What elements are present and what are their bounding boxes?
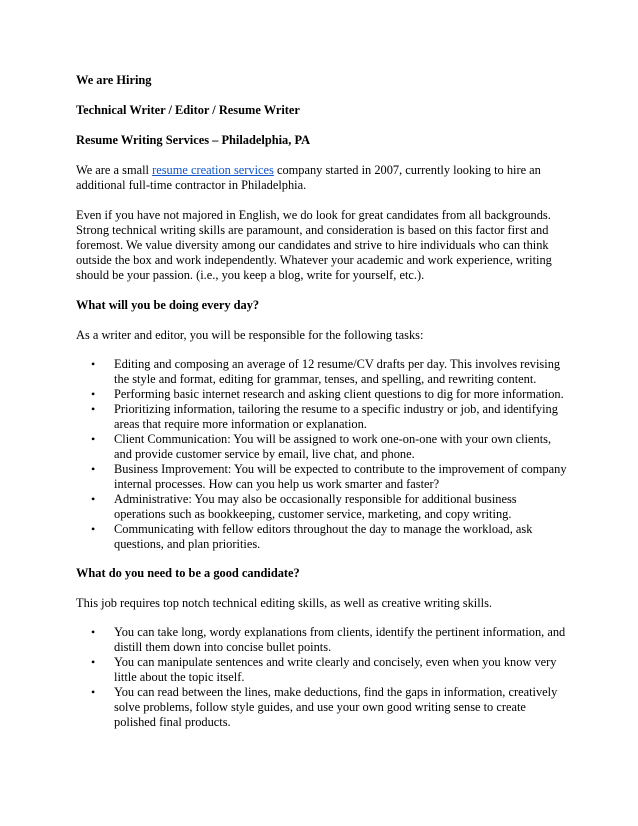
bullet-icon: • xyxy=(91,685,96,699)
list-item-text: Editing and composing an average of 12 resume/CV drafts per day. This involves revising the style and format, editing for grammar, tenses, and spelling, and rewriting content. xyxy=(114,357,561,386)
daily-tasks-heading: What will you be doing every day? xyxy=(76,298,260,312)
list-item-text: Client Communication: You will be assigned to work one-on-one with your own clients, and provide customer service by email, live chat, and phone. xyxy=(114,432,552,461)
candidate-heading: What do you need to be a good candidate? xyxy=(76,566,300,580)
bullet-icon: • xyxy=(91,522,96,536)
list-item xyxy=(76,625,568,655)
list-item xyxy=(76,357,568,387)
list-item-text: You can read between the lines, make deductions, find the gaps in information, creatively solve problems, follow style guides, and use your own good writing sense to create polished final products. xyxy=(114,685,558,729)
bullet-icon: • xyxy=(91,462,96,476)
bullet-icon: • xyxy=(91,492,96,506)
intro-text-after: company started in 2007, currently looking to hire an additional full-time contractor in Philadelphia. xyxy=(76,163,541,192)
list-item-text: You can manipulate sentences and write clearly and concisely, even when you know very little about the topic itself. xyxy=(114,655,557,684)
bullet-icon: • xyxy=(91,387,96,401)
document-page xyxy=(76,73,568,744)
bullet-icon: • xyxy=(91,625,96,639)
bullet-icon: • xyxy=(91,357,96,371)
responsibilities-list xyxy=(76,357,568,552)
list-item xyxy=(76,685,568,730)
list-item xyxy=(76,462,568,492)
list-item-text: You can take long, wordy explanations from clients, identify the pertinent information, and distill them down into concise bullet points. xyxy=(114,625,566,654)
list-item-text: Performing basic internet research and asking client questions to dig for more information. xyxy=(114,387,564,401)
hiring-heading: We are Hiring xyxy=(76,73,152,87)
list-item xyxy=(76,522,568,552)
list-item-text: Prioritizing information, tailoring the resume to a specific industry or job, and identifying areas that require more information or explanation. xyxy=(114,402,558,431)
list-item xyxy=(76,402,568,432)
requirements-intro: This job requires top notch technical editing skills, as well as creative writing skills. xyxy=(76,596,493,610)
position-heading: Technical Writer / Editor / Resume Writer xyxy=(76,103,300,117)
list-item xyxy=(76,492,568,522)
list-item xyxy=(76,655,568,685)
list-item xyxy=(76,432,568,462)
requirements-list xyxy=(76,625,568,730)
intro-paragraph xyxy=(76,163,568,193)
about-paragraph: Even if you have not majored in English, we do look for great candidates from all backgrounds. Strong technical writing skills are paramount, and consideration is based on this factor first and foremost. We value diversity among our candidates and strive to hire individuals who can think outside the box and work independently. Whatever your academic and work experience, writing should be your passion. (i.e., you keep a blog, write for yourself, etc.). xyxy=(76,208,552,282)
list-item-text: Business Improvement: You will be expected to contribute to the improvement of company internal processes. How can you help us work smarter and faster? xyxy=(114,462,567,491)
list-item-text: Communicating with fellow editors throughout the day to manage the workload, ask questions, and plan priorities. xyxy=(114,522,533,551)
bullet-icon: • xyxy=(91,402,96,416)
responsibilities-intro: As a writer and editor, you will be responsible for the following tasks: xyxy=(76,328,424,342)
company-location-heading: Resume Writing Services – Philadelphia, PA xyxy=(76,133,311,147)
list-item-text: Administrative: You may also be occasionally responsible for additional business operations such as bookkeeping, customer service, marketing, and copy writing. xyxy=(114,492,517,521)
intro-text-before: We are a small xyxy=(76,163,153,177)
bullet-icon: • xyxy=(91,655,96,669)
resume-services-link[interactable]: resume creation services xyxy=(152,163,274,177)
list-item xyxy=(76,387,568,402)
bullet-icon: • xyxy=(91,432,96,446)
